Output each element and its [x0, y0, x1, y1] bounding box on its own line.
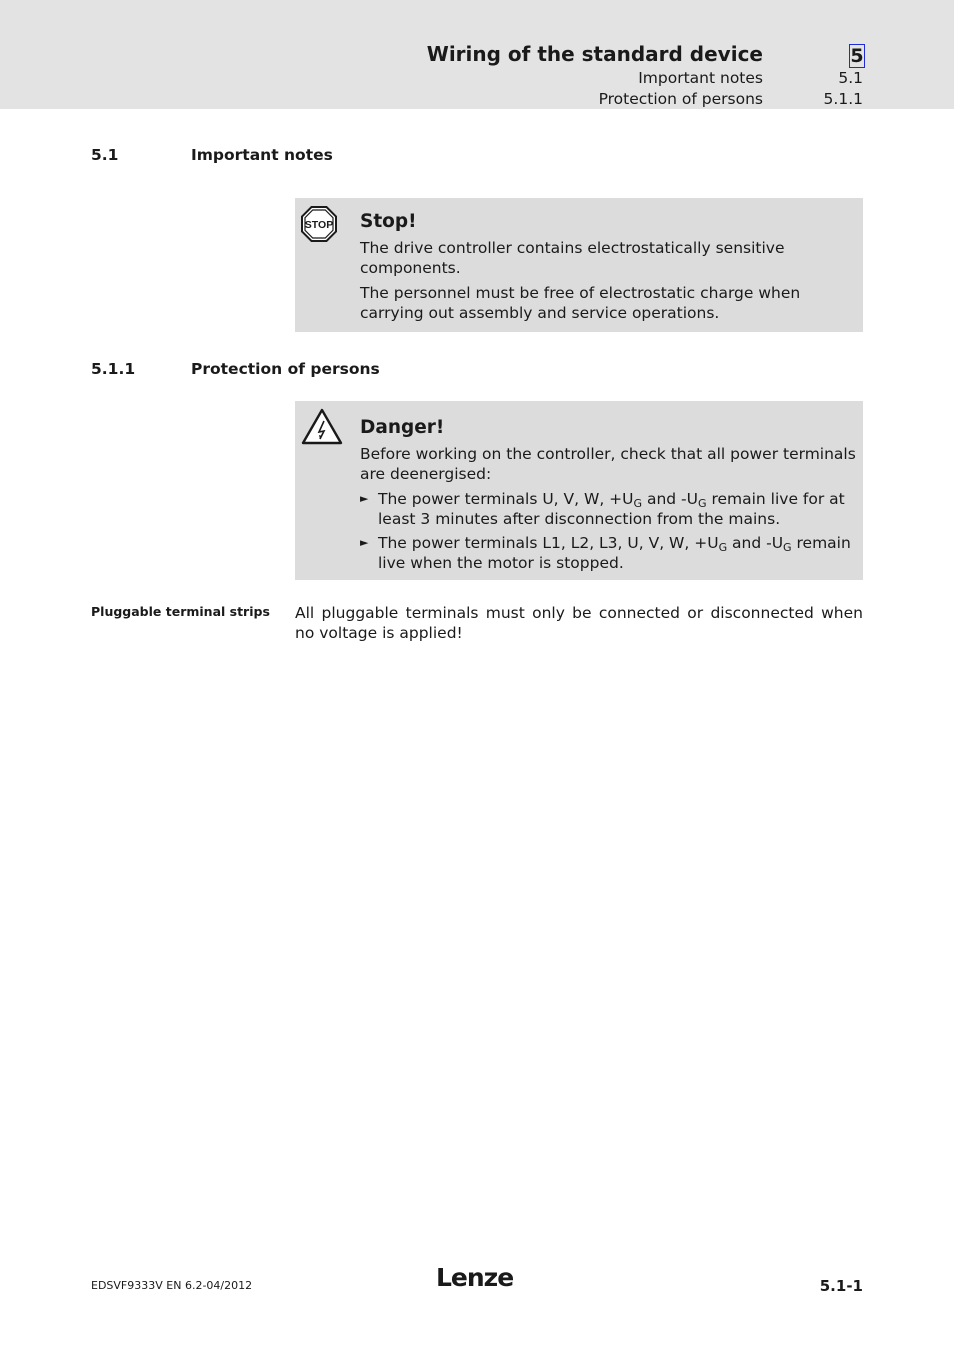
page-number: 5.1-1	[819, 1277, 863, 1295]
header-band	[0, 0, 954, 109]
subsection-title: Protection of persons	[191, 360, 380, 378]
danger-bullet-2: ► The power terminals L1, L2, L3, U, V, W, $+U_G$ and $-U_G$ remain live when the motor is stopped.	[360, 534, 851, 572]
chapter-number-badge[interactable]: 5	[850, 45, 864, 67]
subsection-number: 5.1.1	[91, 360, 136, 378]
section-title: Important notes	[191, 146, 333, 164]
stop-sign-text: STOP	[304, 219, 334, 231]
danger-note-box	[295, 401, 863, 580]
stop-sign-icon	[300, 205, 338, 247]
stop-note-box	[295, 198, 863, 332]
chapter-title: Wiring of the standard device	[426, 42, 763, 66]
high-voltage-warning-icon	[300, 407, 344, 451]
header-subsection-2-num: 5.1.1	[823, 90, 863, 108]
danger-note-content	[360, 416, 857, 577]
danger-bullet-1: ► The power terminals U, V, W, $+U_G$ and $-U_G$ remain live for at least 3 minutes after disconnection from the mains.	[360, 490, 845, 528]
danger-intro: Before working on the controller, check that all power terminals are deenergised:	[360, 445, 856, 483]
header-subsection-1: Important notes	[638, 69, 763, 87]
lenze-logo: Lenze	[436, 1263, 514, 1292]
stop-note-content	[360, 210, 857, 328]
bullet-arrow-icon: ►	[360, 492, 369, 505]
danger-heading: Danger!	[360, 417, 445, 438]
footer-doc-id: EDSVF9333V EN 6.2-04/2012	[91, 1279, 253, 1292]
pluggable-label: Pluggable terminal strips	[91, 604, 270, 619]
bullet-arrow-icon: ►	[360, 536, 369, 549]
header-subsection-2: Protection of persons	[598, 90, 763, 108]
stop-para-2: The personnel must be free of electrostatic charge when carrying out assembly and service operations.	[360, 284, 801, 322]
pluggable-text: All pluggable terminals must only be connected or disconnected when no voltage is applied!	[295, 604, 863, 642]
stop-heading: Stop!	[360, 211, 417, 232]
header-subsection-1-num: 5.1	[838, 69, 863, 87]
section-number: 5.1	[91, 146, 119, 164]
stop-para-1: The drive controller contains electrostatically sensitive components.	[360, 239, 785, 277]
